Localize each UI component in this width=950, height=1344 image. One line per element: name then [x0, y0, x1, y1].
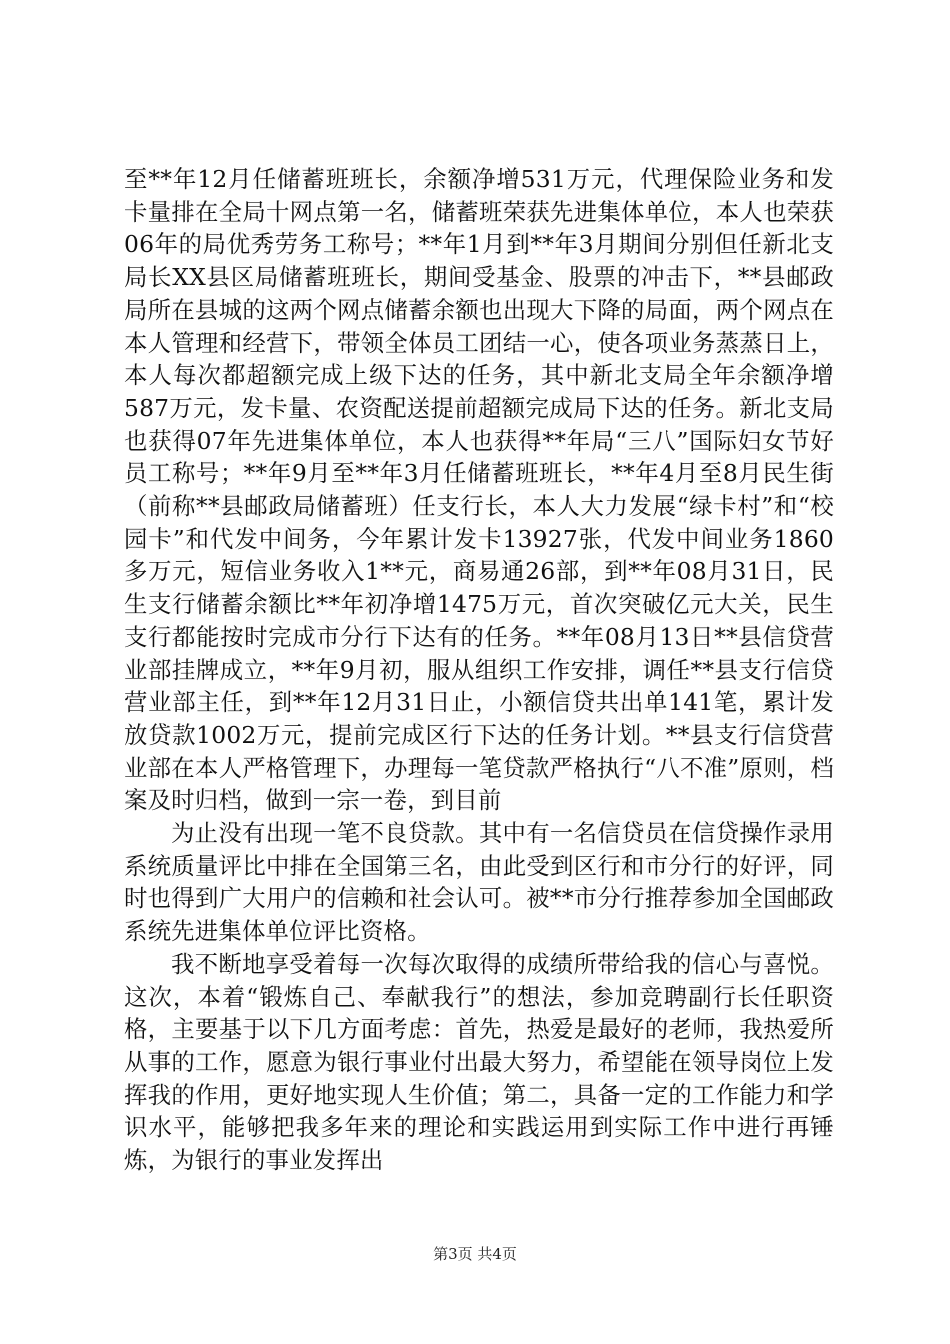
paragraph-2: 为止没有出现一笔不良贷款。其中有一名信贷员在信贷操作录用系统质量评比中排在全国第三名，由此受到区行和市分行的好评，同时也得到广大用户的信赖和社会认可。被**市分行推荐参加全国邮政系统先进集体单位评比资格。 [124, 819, 834, 946]
document-body [124, 163, 834, 1177]
page-footer [0, 1244, 950, 1264]
paragraph-3: 我不断地享受着每一次每次取得的成绩所带给我的信心与喜悦。这次，本着“锻炼自己、奉献我行”的想法，参加竞聘副行长任职资格，主要基于以下几方面考虑：首先，热爱是最好的老师，我热爱所从事的工作，愿意为银行事业付出最大努力，希望能在领导岗位上发挥我的作用，更好地实现人生价值；第二，具备一定的工作能力和学识水平，能够把我多年来的理论和实践运用到实际工作中进行再锤炼，为银行的事业发挥出 [124, 949, 834, 1175]
page-number-label: 第3页 共4页 [433, 1245, 517, 1263]
paragraph-1: 至**年12月任储蓄班班长，余额净增531万元，代理保险业务和发卡量排在全局十网点第一名，储蓄班荣获先进集体单位，本人也荣获06年的局优秀劳务工称号；**年1月到**年3月期间分别但任新北支局长XX县区局储蓄班班长，期间受基金、股票的冲击下，**县邮政局所在县城的这两个网点储蓄余额也出现大下降的局面，两个网点在本人管理和经营下，带领全体员工团结一心，使各项业务蒸蒸日上，本人每次都超额完成上级下达的任务，其中新北支局全年余额净增587万元，发卡量、农资配送提前超额完成局下达的任务。新北支局也获得07年先进集体单位，本人也获得**年局“三八”国际妇女节好员工称号；**年9月至**年3月任储蓄班班长，**年4月至8月民生街（前称**县邮政局储蓄班）任支行长，本人大力发展“绿卡村”和“校园卡”和代发中间务，今年累计发卡13927张，代发中间业务1860多万元，短信业务收入1**元，商易通26部，到**年08月31日，民生支行储蓄余额比**年初净增1475万元，首次突破亿元大关，民生支行都能按时完成市分行下达有的任务。**年08月13日**县信贷营业部挂牌成立，**年9月初，服从组织工作安排，调任**县支行信贷营业部主任，到**年12月31日止，小额信贷共出单141笔，累计发放贷款1002万元，提前完成区行下达的任务计划。**县支行信贷营业部在本人严格管理下，办理每一笔贷款严格执行“八不准”原则，档案及时归档，做到一宗一卷，到目前 [124, 165, 834, 815]
